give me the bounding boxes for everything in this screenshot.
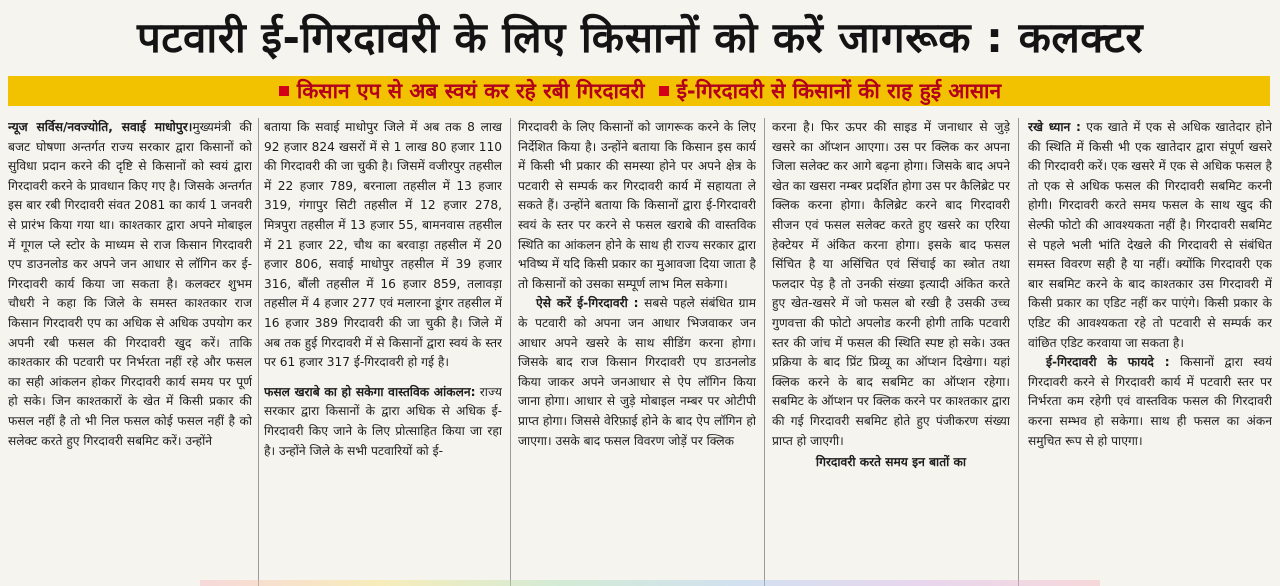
subsection-heading-precautions: गिरदावरी करते समय इन बातों का [815, 455, 967, 470]
subheading-2-text: ई-गिरदावरी से किसानों की राह हुई आसान [676, 79, 1002, 103]
column-5 [1028, 118, 1272, 586]
subsection-heading-loss-assessment: फसल खराबे का हो सकेगा वास्तविक आंकलन: [264, 384, 476, 399]
column-5-text-2: किसानों द्वारा स्वयं गिरदावरी करने से गिरदावरी कार्य में पटवारी स्तर पर निर्भरता कम रहेगी एवं वास्तविक फसल की गिरदावरी करना सम्भव हो सकेगा। साथ ही फसल का अंकन समुचित रूप से हो पाएगा। [1028, 355, 1272, 448]
column-2-text: बताया कि सवाई माधोपुर जिले में अब तक 8 लाख 92 हजार 824 खसरों में से 1 लाख 80 हजार 110 की गिरदावरी की जा चुकी है। जिसमें वजीरपुर तहसील में 22 हजार 789, बरनाला तहसील में 13 हजार 319, गंगापुर सिटी तहसील में 12 हजार 278, मित्रपुरा तहसील में 13 हजार 55, बामनवास तहसील में 21 हजार 22, चौथ का बरवाड़ा तहसील में 20 हजार 806, सवाई माधोपुर तहसील में 39 हजार 316, बौंली तहसील में 16 हजार 859, तलावड़ा तहसील में 4 हजार 277 एवं मलारना डूंगर तहसील में 16 हजार 389 गिरदावरी की जा चुकी है। जिले में अब तक हुई गिरदावरी में से किसानों द्वारा स्वयं के स्तर पर 61 हजार 317 ई-गिरदावरी हो गई है। [264, 120, 502, 370]
column-4-text: करना है। फिर ऊपर की साइड में जनाधार से जुड़े खसरे का ऑप्शन आएगा। उस पर क्लिक कर अपना जिला सलेक्ट कर आगे बढ़ना होगा। जिसके बाद अपने खेत का खसरा नम्बर प्रदर्शित होगा उस पर कैलिब्रेट पर क्लिक करना होगा। कैलिब्रेट करने बाद गिरदावरी सीजन एवं फसल सलेक्ट करते हुए खसरे का एरिया हेक्टेयर में अंकित करना होगा। इसके बाद फसल सिंचित है या असिंचित एवं सिंचाई का स्त्रोत तथा फलदार पेड़ है तो उनकी संख्या इत्यादी अंकित करते हुए खेत-खसरे में जो फसल बो रखी है उसकी उच्च गुणवत्ता की फोटो अपलोड करनी होगी ताकि पटवारी स्तर की जांच में फसल की स्थिति स्पष्ट हो सके। उक्त प्रक्रिया के बाद प्रिंट प्रिव्यू का ऑप्शन दिखेगा। यहां क्लिक करने के बाद सबमिट का ऑप्शन रहेगा। सबमिट के ऑप्शन पर क्लिक करने पर काश्तकार द्वारा की गई गिरदावरी सबमिट होते हुए पंजीकरण संख्या प्राप्त हो जाएगी। [772, 120, 1010, 448]
bottom-color-strip [200, 580, 1100, 586]
subheading-2 [659, 77, 1002, 105]
bullet-square-icon [659, 86, 669, 96]
column-3 [518, 118, 756, 586]
column-2 [264, 118, 502, 586]
column-divider [258, 118, 259, 586]
column-3-text-2: सबसे पहले संबंधित ग्राम के पटवारी को अपना जन आधार भिजवाकर जन आधार अपने खसरे के साथ सीडिंग करना होगा। जिसके बाद राज किसान गिरदावरी एप डाउनलोड किया जाकर अपने जनआधार से ऐप लॉगिन किया जाना होगा। आधार से जुड़े मोबाइल नम्बर पर ओटीपी प्राप्त होगा। जिससे वेरिफ़ाई होने के बाद ऐप लॉगिन हो जाएगा। उसके बाद फसल विवरण जोड़ें पर क्लिक [518, 296, 756, 448]
subheading-1 [279, 77, 645, 105]
subheadings [0, 76, 1280, 106]
column-divider [764, 118, 765, 586]
headline: पटवारी ई-गिरदावरी के लिए किसानों को करें जागरूक : कलक्टर [136, 13, 1144, 62]
column-5-text: एक खाते में एक से अधिक खातेदार होने की स्थिति में किसी भी एक खातेदार द्वारा संपूर्ण खसरे की गिरदावरी करें। एक खसरे में एक से अधिक फसल है तो एक से अधिक फसल की गिरदावरी सबमिट करनी होगी। गिरदावरी करते समय फसल के साथ खुद की सेल्फी फोटो की आवश्यकता नहीं है। गिरदावरी सबमिट से पहले भली भांति देखले की गिरदावरी से संबंधित समस्त विवरण सही है या नहीं। क्योंकि गिरदावरी एक बार सबमिट करने के बाद काश्तकार उस गिरदावरी में किसी प्रकार का एडिट नहीं कर पाएंगे। किसी प्रकार के एडिट की आवश्यकता रहे तो पटवारी से सम्पर्क कर वांछित एडिट करवाया जा सकता है। [1028, 120, 1272, 350]
column-3-text: गिरदावरी के लिए किसानों को जागरूक करने के लिए निर्देशित किया है। उन्होंने बताया कि किसान इस कार्य में किसी भी प्रकार की समस्या होने पर अपने क्षेत्र के पटवारी से सम्पर्क कर गिरदावरी कार्य में सहायता ले सकते हैं। उन्होंने बताया कि किसानों द्वारा ई-गिरदावरी स्वयं के स्तर पर करने से फसल खराबे की वास्तविक स्थिति का आंकलन होने के साथ ही राज्य सरकार द्वारा भविष्य में यदि किसी प्रकार का मुआवजा दिया जाता है तो किसानों को उसका सम्पूर्ण लाभ मिल सकेगा। [518, 120, 756, 291]
subsection-heading-benefits: ई-गिरदावरी के फायदे : [1046, 355, 1170, 370]
column-4 [772, 118, 1010, 586]
byline: न्यूज सर्विस/नवज्योति, सवाई माधोपुर। [8, 120, 193, 134]
column-divider [510, 118, 511, 586]
subsection-heading-how-to: ऐसे करें ई-गिरदावरी : [536, 296, 639, 311]
column-2-text-2: राज्य सरकार द्वारा किसानों के द्वारा अधिक से अधिक ई-गिरदावरी किए जाने के लिए प्रोत्साहित किया जा रहा है। उन्होंने जिले के सभी पटवारियों को ई- [264, 384, 502, 458]
column-1 [8, 118, 252, 586]
subsection-heading-precautions-cont: रखे ध्यान : [1028, 120, 1081, 134]
bullet-square-icon [279, 86, 289, 96]
column-1-text: मुख्यमंत्री की बजट घोषणा अन्तर्गत राज्य सरकार द्वारा किसानों को सुविधा प्रदान करने की दृष्टि से किसानों को स्वयं द्वारा गिरदावरी करने के प्रावधान किए गए है। जिसके अन्तर्गत इस बार रबी गिरदावरी संवत 2081 का कार्य 1 जनवरी से प्रारंभ किया गया था। काश्तकार द्वारा अपने मोबाइल में गूगल प्ले स्टोर के माध्यम से राज किसान गिरदावरी एप डाउनलोड कर अपने जन आधार से लॉगिन कर ई-गिरदावरी कार्य किया जा सकता है। कलक्टर शुभम चौधरी ने कहा कि जिले के समस्त काश्तकार राज किसान गिरदावरी एप का अधिक से अधिक उपयोग कर अपनी रबी फसल की गिरदावरी खुद करें। ताकि काश्तकार की पटवारी पर निर्भरता नहीं रहे और फसल का सही आंकलन होकर गिरदावरी कार्य समय पर पूर्ण हो सके। जिन काश्तकारों के खेत में किसी प्रकार की फसल नहीं है तो भी निल फसल कोई फसल नहीं है को सलेक्ट करते हुए गिरदावरी सबमिट करें। उन्होंने [8, 120, 252, 448]
subheading-1-text: किसान एप से अब स्वयं कर रहे रबी गिरदावरी [296, 79, 645, 103]
article-body [0, 118, 1280, 586]
column-divider [1018, 118, 1019, 586]
